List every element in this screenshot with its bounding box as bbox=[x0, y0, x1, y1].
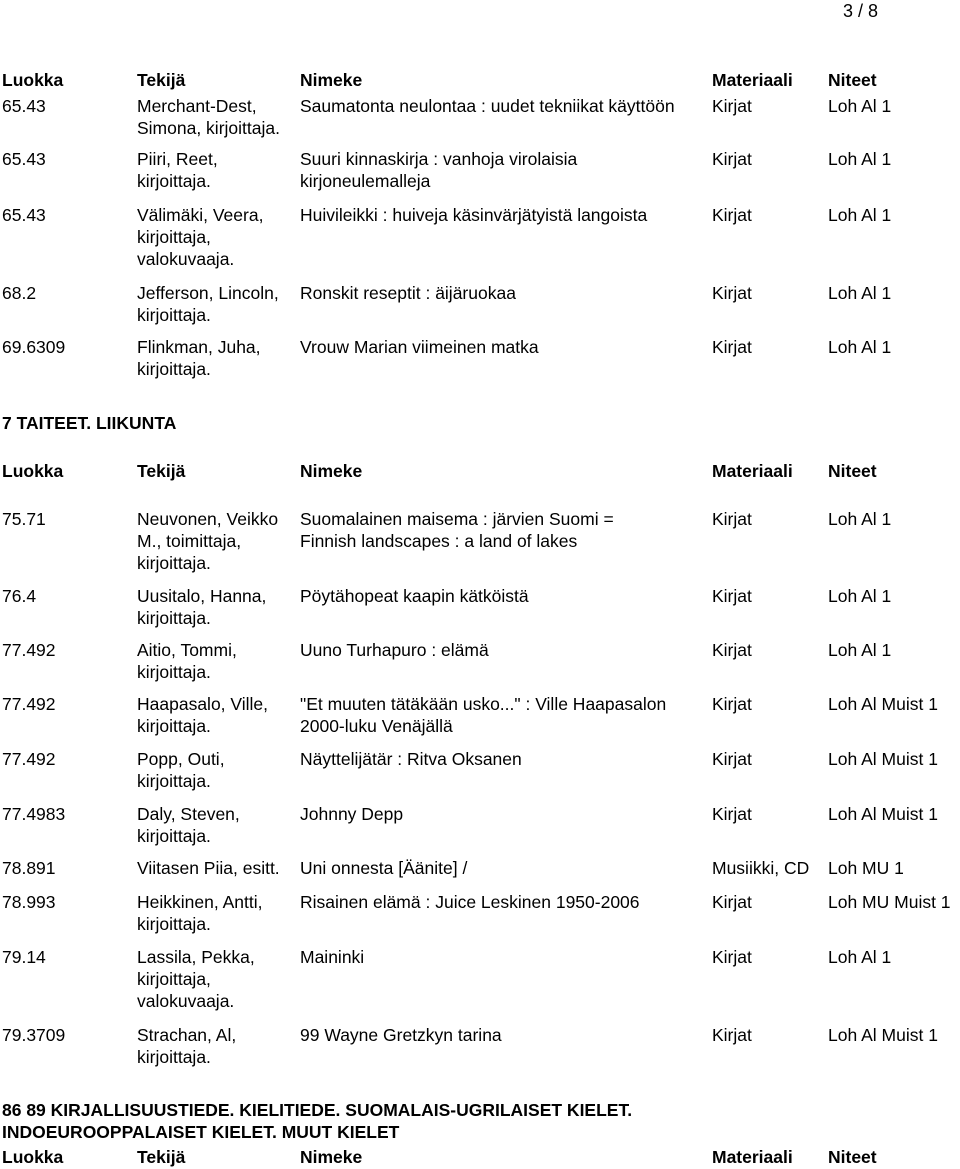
niteet-cell: Loh Al 1 bbox=[828, 283, 892, 303]
materiaali-cell: Kirjat bbox=[712, 337, 752, 357]
tekija-line: kirjoittaja. bbox=[137, 662, 211, 682]
materiaali-cell: Kirjat bbox=[712, 149, 752, 169]
tekija-line: Jefferson, Lincoln, bbox=[137, 283, 279, 303]
header-nimeke: Nimeke bbox=[300, 70, 363, 90]
header-nimeke: Nimeke bbox=[300, 1147, 363, 1167]
materiaali-cell: Kirjat bbox=[712, 1025, 752, 1045]
tekija-line: Aitio, Tommi, bbox=[137, 640, 237, 660]
header-luokka: Luokka bbox=[2, 1147, 64, 1167]
tekija-cell bbox=[137, 508, 278, 574]
luokka-cell: 76.4 bbox=[2, 586, 37, 606]
niteet-cell: Loh Al 1 bbox=[828, 149, 892, 169]
header-tekija: Tekijä bbox=[137, 70, 186, 90]
niteet-cell: Loh Al Muist 1 bbox=[828, 749, 938, 769]
tekija-cell bbox=[137, 336, 261, 380]
materiaali-cell: Kirjat bbox=[712, 96, 752, 116]
nimeke-line: Huivileikki : huiveja käsinvärjätyistä langoista bbox=[300, 205, 648, 225]
nimeke-cell bbox=[300, 748, 522, 770]
nimeke-cell bbox=[300, 95, 675, 117]
tekija-cell bbox=[137, 946, 255, 1012]
niteet-cell: Loh Al 1 bbox=[828, 337, 892, 357]
nimeke-line: Suuri kinnaskirja : vanhoja virolaisia bbox=[300, 149, 578, 169]
nimeke-line: Suomalainen maisema : järvien Suomi = bbox=[300, 509, 614, 529]
tekija-line: Välimäki, Veera, bbox=[137, 205, 264, 225]
nimeke-cell bbox=[300, 508, 614, 552]
nimeke-cell bbox=[300, 1024, 502, 1046]
tekija-line: Daly, Steven, bbox=[137, 804, 240, 824]
materiaali-cell: Kirjat bbox=[712, 205, 752, 225]
tekija-line: kirjoittaja. bbox=[137, 553, 211, 573]
luokka-cell: 77.4983 bbox=[2, 804, 66, 824]
materiaali-cell: Kirjat bbox=[712, 947, 752, 967]
nimeke-line: Näyttelijätär : Ritva Oksanen bbox=[300, 749, 522, 769]
header-niteet: Niteet bbox=[828, 70, 877, 90]
luokka-cell: 69.6309 bbox=[2, 337, 66, 357]
luokka-cell: 68.2 bbox=[2, 283, 37, 303]
materiaali-cell: Kirjat bbox=[712, 749, 752, 769]
nimeke-cell bbox=[300, 946, 364, 968]
nimeke-cell bbox=[300, 803, 403, 825]
tekija-cell bbox=[137, 585, 266, 629]
tekija-cell bbox=[137, 95, 280, 139]
header-nimeke: Nimeke bbox=[300, 461, 363, 481]
nimeke-line: "Et muuten tätäkään usko..." : Ville Haapasalon bbox=[300, 694, 667, 714]
luokka-cell: 79.14 bbox=[2, 947, 46, 967]
materiaali-cell: Kirjat bbox=[712, 283, 752, 303]
nimeke-line: 99 Wayne Gretzkyn tarina bbox=[300, 1025, 502, 1045]
tekija-line: kirjoittaja. bbox=[137, 826, 211, 846]
tekija-cell bbox=[137, 693, 268, 737]
tekija-line: Lassila, Pekka, bbox=[137, 947, 255, 967]
tekija-cell bbox=[137, 148, 218, 192]
materiaali-cell: Kirjat bbox=[712, 586, 752, 606]
tekija-line: kirjoittaja. bbox=[137, 359, 211, 379]
tekija-line: Haapasalo, Ville, bbox=[137, 694, 269, 714]
tekija-line: kirjoittaja. bbox=[137, 716, 211, 736]
nimeke-cell bbox=[300, 148, 577, 192]
nimeke-cell bbox=[300, 204, 647, 226]
tekija-line: kirjoittaja. bbox=[137, 608, 211, 628]
materiaali-cell: Kirjat bbox=[712, 640, 752, 660]
tekija-cell bbox=[137, 748, 225, 792]
tekija-cell bbox=[137, 282, 279, 326]
niteet-cell: Loh MU 1 bbox=[828, 858, 904, 878]
header-luokka: Luokka bbox=[2, 70, 64, 90]
materiaali-cell: Kirjat bbox=[712, 694, 752, 714]
niteet-cell: Loh Al 1 bbox=[828, 96, 892, 116]
tekija-line: kirjoittaja. bbox=[137, 171, 211, 191]
section-title-kirjallisuus bbox=[2, 1099, 632, 1143]
luokka-cell: 65.43 bbox=[2, 149, 46, 169]
tekija-line: kirjoittaja. bbox=[137, 914, 211, 934]
tekija-line: Viitasen Piia, esitt. bbox=[137, 858, 280, 878]
tekija-line: kirjoittaja, bbox=[137, 969, 211, 989]
nimeke-cell bbox=[300, 336, 539, 358]
tekija-line: Merchant-Dest, bbox=[137, 96, 257, 116]
luokka-cell: 75.71 bbox=[2, 509, 46, 529]
nimeke-line: Maininki bbox=[300, 947, 365, 967]
header-niteet: Niteet bbox=[828, 461, 877, 481]
section-title-line: INDOEUROOPPALAISET KIELET. MUUT KIELET bbox=[2, 1122, 400, 1142]
tekija-line: Uusitalo, Hanna, bbox=[137, 586, 267, 606]
tekija-cell bbox=[137, 803, 240, 847]
niteet-cell: Loh Al 1 bbox=[828, 586, 892, 606]
materiaali-cell: Musiikki, CD bbox=[712, 858, 810, 878]
tekija-line: Strachan, Al, bbox=[137, 1025, 237, 1045]
nimeke-cell bbox=[300, 693, 666, 737]
tekija-cell bbox=[137, 857, 280, 879]
section-title-taiteet: 7 TAITEET. LIIKUNTA bbox=[2, 413, 177, 433]
tekija-line: Piiri, Reet, bbox=[137, 149, 218, 169]
tekija-cell bbox=[137, 204, 263, 270]
niteet-cell: Loh MU Muist 1 bbox=[828, 892, 951, 912]
nimeke-line: Risainen elämä : Juice Leskinen 1950-2006 bbox=[300, 892, 640, 912]
nimeke-line: Finnish landscapes : a land of lakes bbox=[300, 531, 578, 551]
header-tekija: Tekijä bbox=[137, 461, 186, 481]
tekija-line: valokuvaaja. bbox=[137, 991, 235, 1011]
tekija-line: kirjoittaja. bbox=[137, 771, 211, 791]
header-materiaali: Materiaali bbox=[712, 70, 793, 90]
nimeke-cell bbox=[300, 857, 467, 879]
tekija-line: Popp, Outi, bbox=[137, 749, 225, 769]
nimeke-line: Uuno Turhapuro : elämä bbox=[300, 640, 489, 660]
header-tekija: Tekijä bbox=[137, 1147, 186, 1167]
niteet-cell: Loh Al 1 bbox=[828, 205, 892, 225]
header-materiaali: Materiaali bbox=[712, 461, 793, 481]
luokka-cell: 77.492 bbox=[2, 640, 56, 660]
tekija-line: Flinkman, Juha, bbox=[137, 337, 261, 357]
tekija-line: kirjoittaja. bbox=[137, 1047, 211, 1067]
niteet-cell: Loh Al Muist 1 bbox=[828, 694, 938, 714]
nimeke-line: Johnny Depp bbox=[300, 804, 404, 824]
tekija-line: M., toimittaja, bbox=[137, 531, 242, 551]
niteet-cell: Loh Al Muist 1 bbox=[828, 1025, 938, 1045]
section-title-line: 86 89 KIRJALLISUUSTIEDE. KIELITIEDE. SUOMALAIS-UGRILAISET KIELET. bbox=[2, 1100, 633, 1120]
luokka-cell: 78.891 bbox=[2, 858, 56, 878]
nimeke-cell bbox=[300, 891, 640, 913]
tekija-line: Neuvonen, Veikko bbox=[137, 509, 279, 529]
luokka-cell: 77.492 bbox=[2, 749, 56, 769]
header-materiaali: Materiaali bbox=[712, 1147, 793, 1167]
niteet-cell: Loh Al 1 bbox=[828, 640, 892, 660]
nimeke-cell bbox=[300, 282, 516, 304]
header-luokka: Luokka bbox=[2, 461, 64, 481]
luokka-cell: 79.3709 bbox=[2, 1025, 66, 1045]
tekija-cell bbox=[137, 639, 237, 683]
materiaali-cell: Kirjat bbox=[712, 804, 752, 824]
tekija-line: Heikkinen, Antti, bbox=[137, 892, 263, 912]
nimeke-line: Ronskit reseptit : äijäruokaa bbox=[300, 283, 516, 303]
niteet-cell: Loh Al Muist 1 bbox=[828, 804, 938, 824]
luokka-cell: 77.492 bbox=[2, 694, 56, 714]
nimeke-line: kirjoneulemalleja bbox=[300, 171, 431, 191]
page-number: 3 / 8 bbox=[842, 1, 878, 21]
nimeke-line: Saumatonta neulontaa : uudet tekniikat käyttöön bbox=[300, 96, 675, 116]
luokka-cell: 78.993 bbox=[2, 892, 56, 912]
tekija-cell bbox=[137, 891, 262, 935]
luokka-cell: 65.43 bbox=[2, 205, 46, 225]
nimeke-line: Uni onnesta [Äänite] / bbox=[300, 858, 468, 878]
nimeke-cell bbox=[300, 639, 489, 661]
nimeke-line: Vrouw Marian viimeinen matka bbox=[300, 337, 539, 357]
niteet-cell: Loh Al 1 bbox=[828, 509, 892, 529]
luokka-cell: 65.43 bbox=[2, 96, 46, 116]
niteet-cell: Loh Al 1 bbox=[828, 947, 892, 967]
materiaali-cell: Kirjat bbox=[712, 892, 752, 912]
materiaali-cell: Kirjat bbox=[712, 509, 752, 529]
header-niteet: Niteet bbox=[828, 1147, 877, 1167]
nimeke-cell bbox=[300, 585, 529, 607]
tekija-line: kirjoittaja. bbox=[137, 305, 211, 325]
tekija-cell bbox=[137, 1024, 236, 1068]
nimeke-line: Pöytähopeat kaapin kätköistä bbox=[300, 586, 529, 606]
tekija-line: Simona, kirjoittaja. bbox=[137, 118, 280, 138]
tekija-line: valokuvaaja. bbox=[137, 249, 235, 269]
nimeke-line: 2000-luku Venäjällä bbox=[300, 716, 453, 736]
tekija-line: kirjoittaja, bbox=[137, 227, 211, 247]
